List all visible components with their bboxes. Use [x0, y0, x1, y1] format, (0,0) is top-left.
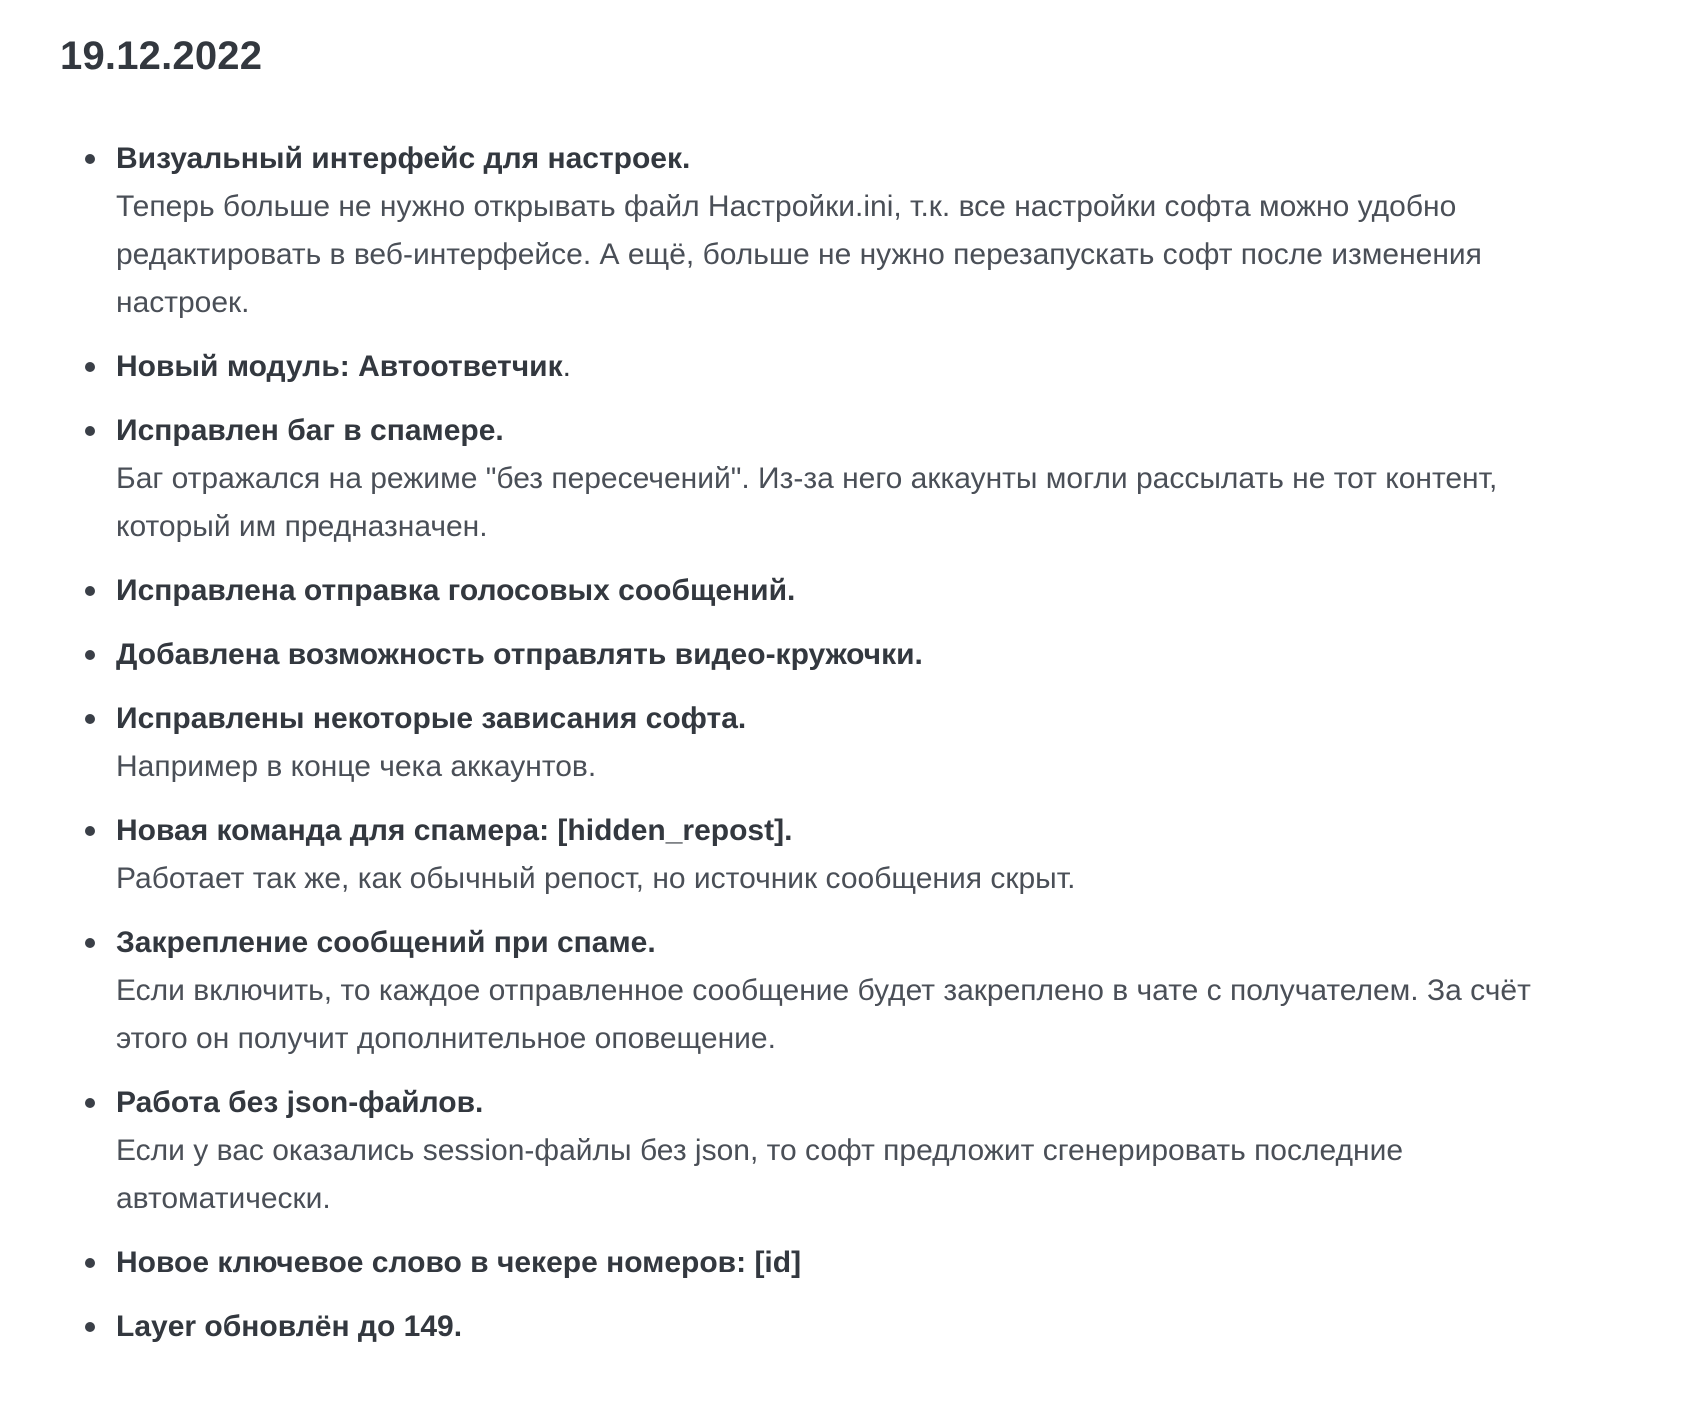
item-title: Закрепление сообщений при спаме. [116, 926, 656, 959]
list-item [116, 567, 1646, 615]
list-item [116, 1079, 1646, 1223]
item-title: Работа без json-файлов. [116, 1086, 484, 1119]
list-item [116, 919, 1646, 1063]
list-item [116, 631, 1646, 679]
item-title: Визуальный интерфейс для настроек. [116, 142, 691, 175]
list-item [116, 807, 1646, 903]
list-item [116, 1303, 1646, 1351]
item-description: Если у вас оказались session-файлы без json, то софт предложит сгенерировать последние автоматически. [116, 1134, 1404, 1215]
item-title: Исправлены некоторые зависания софта. [116, 702, 747, 735]
item-description: Например в конце чека аккаунтов. [116, 750, 597, 783]
item-description: Теперь больше не нужно открывать файл Настройки.ini, т.к. все настройки софта можно удобно редактировать в веб-интерфейсе. А ещё, больше не нужно перезапускать софт после изменения настроек. [116, 190, 1482, 319]
item-title: Исправлен баг в спамере. [116, 414, 504, 447]
list-item [116, 343, 1646, 391]
item-title: Новая команда для спамера: [hidden_repost]. [116, 814, 793, 847]
list-item [116, 407, 1646, 551]
release-date-heading: 19.12.2022 [60, 34, 263, 78]
item-title: Новое ключевое слово в чекере номеров: [id] [116, 1246, 802, 1279]
list-item [116, 135, 1646, 327]
item-description: Баг отражался на режиме "без пересечений". Из-за него аккаунты могли рассылать не тот контент, который им предназначен. [116, 462, 1498, 543]
changelog-list [60, 135, 1646, 1351]
item-title: Layer обновлён до 149. [116, 1310, 463, 1343]
item-title: Добавлена возможность отправлять видео-кружочки. [116, 638, 923, 671]
item-title: Исправлена отправка голосовых сообщений. [116, 574, 796, 607]
item-description: Работает так же, как обычный репост, но источник сообщения скрыт. [116, 862, 1076, 895]
item-title: Новый модуль: Автоответчик. [116, 350, 571, 383]
list-item [116, 695, 1646, 791]
item-description: Если включить, то каждое отправленное сообщение будет закреплено в чате с получателем. За счёт этого он получит дополнительное оповещение. [116, 974, 1531, 1055]
list-item [116, 1239, 1646, 1287]
